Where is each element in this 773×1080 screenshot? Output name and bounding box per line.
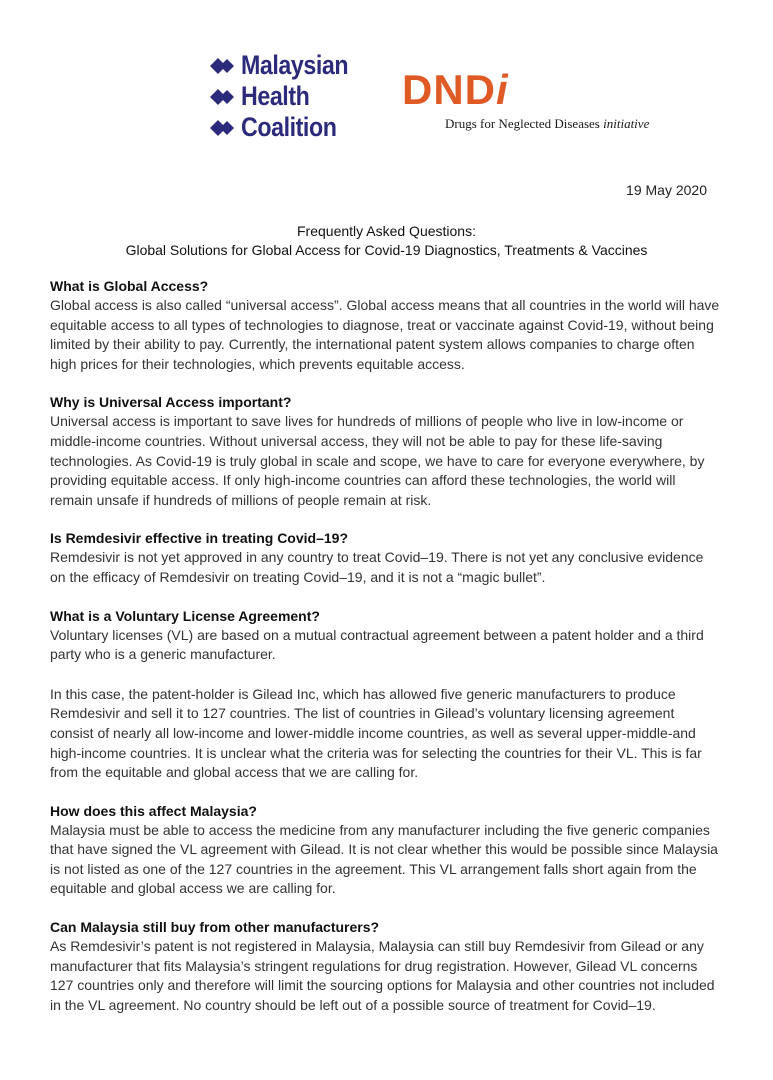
faq-answer: Global access is also called “universal access”. Global access means that all countries in the world will have equitable access to all types of technologies to diagnose, treat or vaccinate against Covid-19, without being limited by their ability to pay. Currently, the international patent system allows companies to charge often high prices for their technologies, which prevents equitable access.	[50, 297, 720, 372]
faq-answer: Remdesivir is not yet approved in any country to treat Covid–19. There is not yet any conclusive evidence on the efficacy of Remdesivir on treating Covid–19, and it is not a “magic bullet”.	[50, 549, 704, 585]
title-line-1: Frequently Asked Questions:	[297, 223, 476, 239]
faq-item	[50, 529, 720, 587]
faq-item	[50, 802, 720, 899]
diamond-icon	[207, 86, 237, 108]
diamond-icon	[207, 55, 237, 77]
faq-question: Why is Universal Access important?	[50, 394, 292, 411]
dndi-logo	[402, 68, 682, 138]
faq-question: How does this affect Malaysia?	[50, 802, 257, 819]
dndi-tagline	[445, 116, 682, 132]
dndi-wordmark-i: i	[496, 66, 509, 113]
mhc-line-2: Health	[241, 81, 310, 111]
faq-question: What is Global Access?	[50, 278, 209, 294]
faq-answer: As Remdesivir’s patent is not registered in Malaysia, Malaysia can still buy Remdesivir from Gilead or any manufacturer that fits Malaysia’s stringent regulations for drug registration. However, Gilead VL concerns 127 countries only and therefore will limit the sourcing options for Malaysia and other countries not included in the VL agreement. No country should be left out of a possible source of treatment for Covid–19.	[50, 938, 715, 1013]
mhc-line-1: Malaysian	[241, 50, 349, 80]
dndi-wordmark-main: DND	[402, 66, 496, 113]
document-title	[0, 222, 773, 260]
document-date: 19 May 2020	[626, 182, 707, 198]
malaysian-health-coalition-logo	[207, 50, 367, 145]
faq-answer-continued: In this case, the patent-holder is Gilead Inc, which has allowed five generic manufacturers to produce Remdesivir and sell it to 127 countries. The list of countries in Gilead’s voluntary licensing agreement consist of nearly all low-income and lower-middle income countries, as well as several upper-middle-and high-income countries. It is unclear what the criteria was for selecting the countries for their VL. This is far from the equitable and global access that we are calling for.	[50, 685, 702, 781]
faq-list	[50, 277, 720, 1034]
dndi-wordmark	[402, 68, 682, 112]
faq-item	[50, 607, 720, 783]
mhc-line-3: Coalition	[241, 112, 337, 142]
faq-question: What is a Voluntary License Agreement?	[50, 607, 320, 624]
faq-question: Is Remdesivir effective in treating Covid–19?	[50, 530, 348, 547]
dndi-tagline-italic: initiative	[603, 116, 650, 131]
faq-item	[50, 277, 720, 374]
title-line-2: Global Solutions for Global Access for Covid-19 Diagnostics, Treatments & Vaccines	[125, 242, 648, 258]
faq-answer: Voluntary licenses (VL) are based on a mutual contractual agreement between a patent holder and a third party who is a generic manufacturer.	[50, 626, 704, 663]
diamond-icon	[207, 117, 237, 139]
faq-answer: Malaysia must be able to access the medicine from any manufacturer including the five generic companies that have signed the VL agreement with Gilead. It is not clear whether this would be possible since Malaysia is not listed as one of the 127 countries in the agreement. This VL arrangement falls short again from the equitable and global access we are calling for.	[50, 821, 718, 897]
faq-answer: Universal access is important to save lives for hundreds of millions of people who live in low-income or middle-income countries. Without universal access, they will not be able to pay for these life-saving technologies. As Covid-19 is truly global in scale and scope, we have to care for everyone everywhere, by providing equitable access. If only high-income countries can afford these technologies, the world will remain unsafe if hundreds of millions of people remain at risk.	[50, 413, 705, 508]
dndi-tagline-main: Drugs for Neglected Diseases	[445, 116, 604, 131]
faq-item	[50, 918, 720, 1015]
faq-item	[50, 393, 720, 510]
faq-question: Can Malaysia still buy from other manufacturers?	[50, 919, 380, 936]
